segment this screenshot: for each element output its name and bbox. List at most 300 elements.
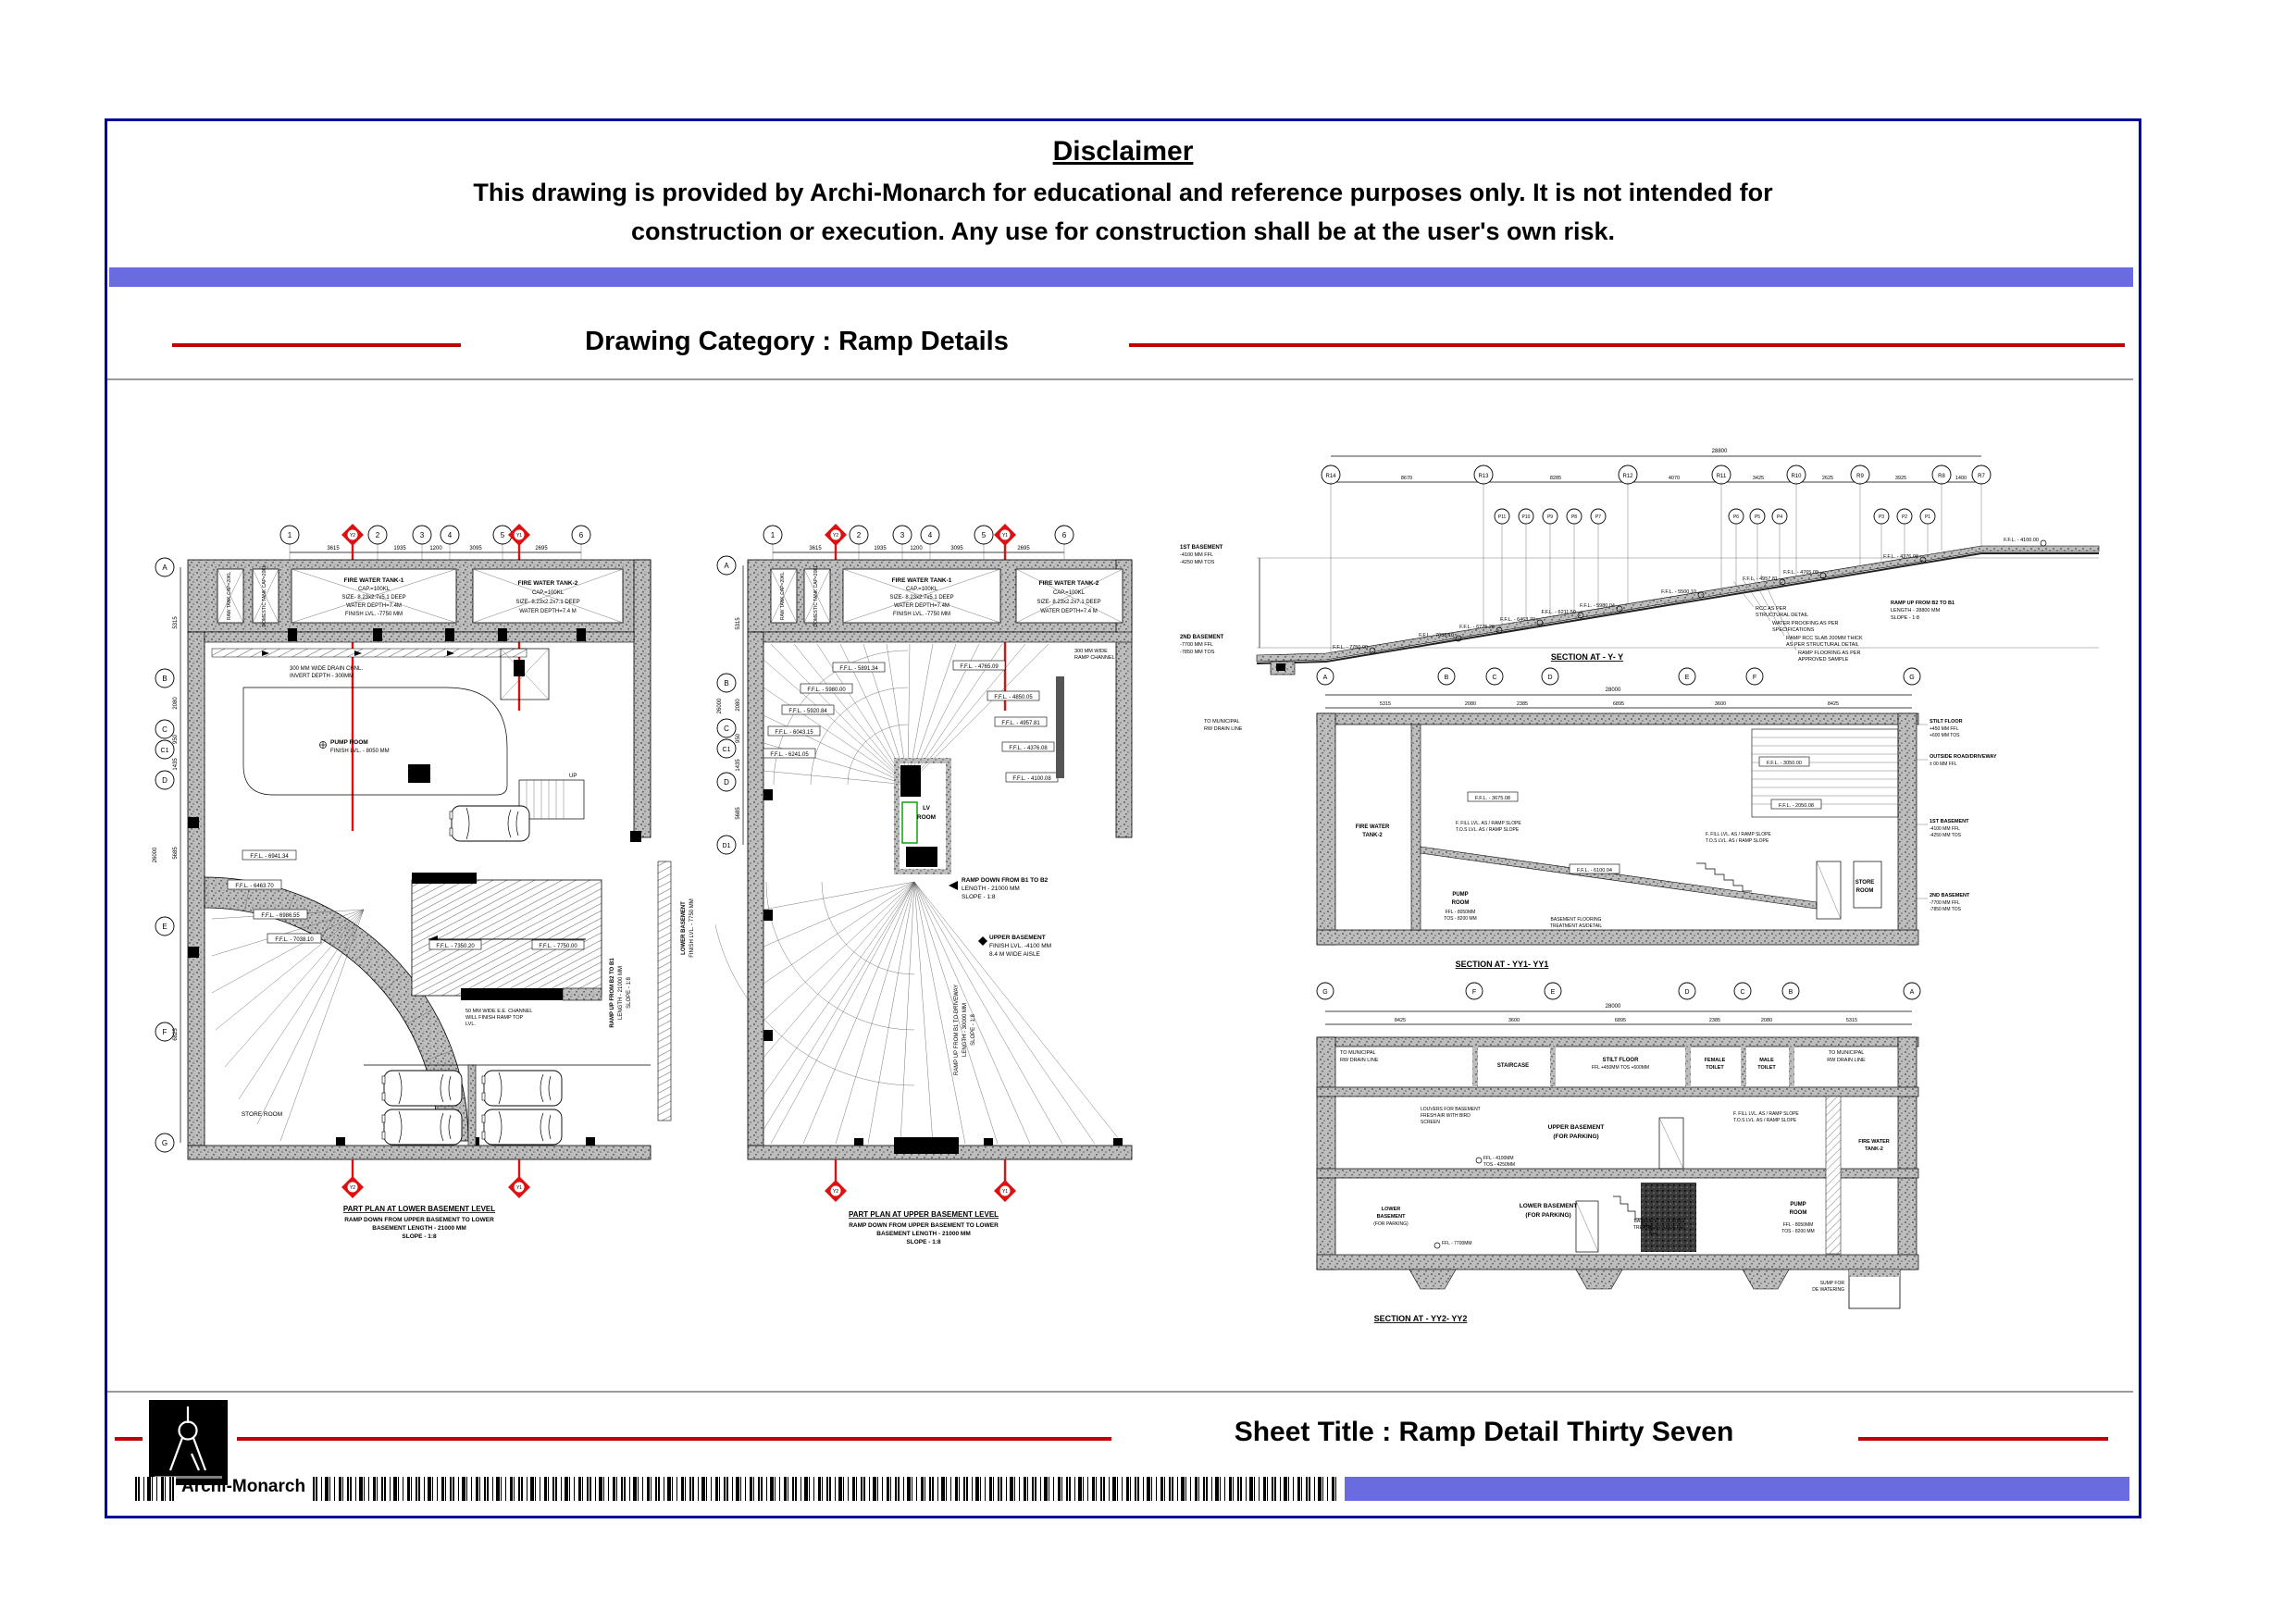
level-label: +600 MM TOS [1930,733,1960,738]
plan-upper-tanks [771,564,1123,626]
section-marker-y1-bottom [508,1159,530,1198]
ffl-label: F.F.L. - 6211.50 [1541,610,1576,615]
note-label: T.O.S LVL. AS / RAMP SLOPE [1456,827,1520,833]
note-label: TO MUNICIPAL [1828,1050,1865,1056]
grid-bubble-label: P6 [1732,514,1740,520]
dimension-label: 5685 [736,807,741,820]
plan-lower-caption [343,1205,495,1240]
plan-upper-left-grid [717,556,743,854]
note-label: F. FILL LVL. AS / RAMP SLOPE [1706,832,1771,837]
grid-bubble-label: P2 [1901,514,1908,520]
section-marker-label: Y1 [1001,533,1009,539]
grid-bubble-label: R14 [1325,474,1336,479]
grid-bubble-label: B [724,679,729,688]
grid-bubble-label: A [1322,675,1328,681]
grid-bubble-label: F [1471,989,1477,996]
dimension-label: 1435 [736,759,741,772]
grid-bubble-label: 6 [578,531,584,539]
level-label: -4100 MM FFL [1930,826,1960,832]
grid-bubble-label: R7 [1978,474,1985,479]
grid-bubble-label: D [1684,989,1690,996]
dimension-label: 5685 [173,847,179,860]
construction-note: STRUCTURAL DETAIL [1756,613,1809,618]
ffl-label: F.F.L. - 7350.20 [436,944,475,949]
tank-label: CAP.=100KL [905,587,938,592]
section-marker-y2-bottom [825,1159,847,1202]
grid-bubble-label: 6 [1061,531,1067,539]
section-marker-y1-bottom [994,1159,1016,1202]
ffl-label: F.F.L. - 6241.05 [770,752,809,758]
dimension-label: 2080 [1760,1018,1773,1023]
dimension-label: 3600 [1508,1018,1520,1023]
ffl-label: F.F.L. - 5920.84 [788,709,827,714]
room-label: FIRE WATER [1355,824,1390,830]
level-label: STILT FLOOR [1930,719,1963,725]
plan-lower-left-grid [153,558,180,1152]
dimension-label: 3615 [809,546,822,551]
tank-label: FIRE WATER TANK-2 [517,580,578,587]
drain-note: INVERT DEPTH - 300MM [290,674,354,679]
tank-label: SIZE- 8.23x2.2x7.1 DEEP [1036,600,1101,605]
level-label: 2ND BASEMENT [1930,893,1970,898]
section-yy-top-grid [1322,449,1991,657]
dimension-label: 1935 [393,546,406,551]
section-marker-label: Y1 [515,1185,523,1191]
ffl-label: F.F.L. - 7038.10 [1419,633,1454,638]
dimension-label: 950 [736,733,741,744]
section-yy-ramp [1257,546,2099,675]
dimension-label: 3615 [327,546,340,551]
ffl-label: F.F.L. - 6986.55 [261,913,300,919]
channel-note: 50 MM WIDE E.E. CHANNEL [465,1009,533,1014]
plan-lower-straight-ramp [412,873,602,1027]
tank-label: FINISH LVL. -7750 MM [345,612,403,617]
note-label: BASEMENT FLOORING [1550,917,1602,923]
dimension-label: 3095 [469,546,482,551]
room-label: FINISH LVL. - 7750 MM [689,898,695,958]
drain-note: 300 MM WIDE DRAIN CHNL. [290,666,364,672]
section-title: SECTION AT - Y- Y [1550,652,1624,662]
ffl-label: F.F.L. - 7750.00 [539,944,577,949]
section-marker-y2-bottom [341,1159,364,1198]
footer-red-line-right [1858,1437,2108,1441]
grid-bubble-label: D [162,776,168,785]
ffl-label: F.F.L. - 6463.70 [1500,617,1535,623]
grid-bubble-label: 1 [770,531,776,539]
room-label: (FOR PARKING) [1525,1212,1571,1219]
room-label: UPPER BASEMENT [989,935,1046,941]
car [482,1071,562,1106]
level-label: OUTSIDE ROAD/DRIVEWAY [1930,754,1997,760]
dimension-label: 26000 [717,698,723,714]
dimension-label: 1935 [874,546,887,551]
grid-bubble-label: C [1740,989,1745,996]
ffl-label: F.F.L. - 4765.09 [960,664,999,670]
section-yy2-structure [1317,1037,1918,1308]
grid-bubble-label: B [1788,989,1793,996]
room-label: UPPER BASEMENT [1547,1124,1605,1131]
grid-bubble-label: A [162,564,168,572]
dimension-label: 1400 [1955,476,1967,481]
grid-bubble-label: 4 [447,531,453,539]
channel-note: LVL. [465,1022,476,1027]
section-title: SECTION AT - YY2- YY2 [1373,1314,1468,1323]
dimension-label: 2080 [173,697,179,710]
plan-upper-lower-fan [715,789,1123,1154]
plan-upper-channel-note [1056,649,1115,778]
plan-upper-caption [849,1210,999,1245]
grid-bubble-label: G [1322,989,1328,996]
level-label: FFL +450MM TOS +600MM [1591,1065,1650,1071]
tank-label: DOMESTIC TANK CAP=20KL [262,564,267,627]
note-label: FRESH AIR WITH BIRD [1421,1113,1471,1119]
room-label: PUMP ROOM [330,739,368,746]
ffl-label: F.F.L. - 7038.10 [275,937,314,943]
section-marker-label: Y2 [349,533,356,539]
ramp-note: LENGTH - 21000 MM [618,965,624,1021]
room-label: DE WATERING [1812,1287,1844,1293]
dimension-label: 3600 [1714,701,1727,707]
channel-note: RAMP CHANNEL [1074,655,1115,661]
disclaimer-line-1: This drawing is provided by Archi-Monarch for educational and reference purposes only. It is not intended for [473,179,1773,206]
ffl-label: F.F.L. - 5980.04 [1580,603,1615,609]
tank-label: WATER DEPTH=7.4 M [519,609,577,614]
ffl-label: TOS - 4250MM [1483,1162,1516,1168]
dimension-label: 28800 [1711,449,1728,454]
room-label: SUMP FOR [1819,1281,1844,1286]
room-label: ROOM [1789,1210,1807,1216]
grid-bubble-label: 3 [419,531,425,539]
room-label: ROOM [1451,900,1470,906]
grid-bubble-label: P1 [1924,514,1931,520]
category-title: Drawing Category : Ramp Details [585,327,1009,356]
footer-blue-bar [1345,1477,2129,1501]
dimension-label: 5315 [1845,1018,1858,1023]
section-yy1-structure [1317,713,1918,945]
tank-label: RAW TANK CAP=20KL [227,571,232,621]
ffl-label: FFL - 4100MM [1483,1156,1514,1161]
ramp-note: SLOPE - 1:8 [1891,615,1919,621]
tank-label: WATER DEPTH=7.4 M [1040,609,1098,614]
construction-note: RAMP RCC SLAB 200MM THICK [1786,636,1863,641]
dimension-label: 6895 [1614,1018,1627,1023]
dimension-label: 8670 [1400,476,1413,481]
room-label: TOILET [1757,1065,1776,1071]
footer-red-dash [115,1437,143,1441]
tank-label: SIZE- 8.23x2.7x5.1 DEEP [889,595,954,601]
section-yy1-top-grid [1317,668,1920,708]
barcode-small-left [135,1477,176,1501]
plan-caption-title: PART PLAN AT LOWER BASEMENT LEVEL [342,1205,496,1213]
dimension-label: 5315 [1379,701,1392,707]
ffl-label: F.F.L. - 5500.10 [1661,589,1696,595]
ffl-label: F.F.L. - 4100.00 [2004,538,2039,543]
grid-bubble-label: 5 [500,531,505,539]
ramp-note: RAMP DOWN FROM B1 TO B2 [962,877,1049,884]
ffl-label: FFL - 7700MM [1442,1241,1472,1246]
section-marker-label: Y1 [515,533,523,539]
dimension-label: 28000 [1605,1004,1621,1010]
construction-note: WATER PROOFING AS PER [1772,621,1839,626]
grid-bubble-label: 2 [856,531,862,539]
plan-lower-tanks [217,564,623,626]
grid-bubble-label: B [162,675,168,683]
note-label: SCREEN [1421,1120,1440,1125]
tank-label: SIZE- 8.23x2.2x7.1 DEEP [515,600,580,605]
tank-label: DOMESTIC TANK CAP=20KL [813,564,819,627]
ramp-note: SLOPE - 1:8 [962,894,996,900]
tank-label: CAP.=100KL [357,587,391,592]
grid-bubble-label: F [1752,675,1757,681]
plan-caption-sub: SLOPE - 1:8 [906,1239,941,1245]
ramp-note: LENGTH - 30000 MM [962,1002,968,1058]
car [382,1109,462,1145]
grid-bubble-label: C [162,725,168,734]
dimension-label: 2080 [1464,701,1477,707]
grid-bubble-label: F [162,1028,168,1036]
section-yy2-top-grid [1317,983,1920,1024]
note-label: RW DRAIN LINE [1204,726,1243,732]
grid-bubble-label: P4 [1776,514,1783,520]
plan-lower-ramp-side-notes [610,861,695,1121]
footer-red-line-left [237,1437,1111,1441]
grid-bubble-label: E [1684,675,1690,681]
grid-bubble-label: G [161,1139,168,1147]
grid-bubble-label: 2 [375,531,380,539]
ffl-label: F.F.L. - 5980.00 [807,688,846,693]
ffl-label: F.F.L. - 2050.08 [1779,803,1814,809]
note-label: TO MUNICIPAL [1340,1050,1376,1056]
grid-bubble-label: C [724,725,729,733]
grid-bubble-label: 4 [927,531,933,539]
ffl-label: F.F.L. - 4850.05 [994,695,1033,700]
note-label: LOUVERS FOR BASEMENT [1421,1107,1481,1112]
dimension-label: 2625 [1821,476,1834,481]
level-label: 1ST BASEMENT [1930,819,1969,824]
ramp-note: SLOPE - 1:8 [971,1014,976,1046]
construction-note: APPROVED SAMPLE [1798,657,1849,663]
car [382,1071,462,1106]
dimension-label: 6895 [1612,701,1625,707]
grid-bubble-label: R13 [1478,474,1489,479]
level-label: TOS - 8200 MM [1781,1229,1815,1234]
note-label: TREATMENT AS/DETAIL [1632,1225,1686,1231]
dimension-label: 5315 [736,617,741,630]
ffl-label: F.F.L. - 4765.09 [1783,570,1818,576]
ffl-label: F.F.L. - 6463.70 [235,884,274,889]
ffl-label: F.F.L. - 6775.20 [1459,625,1495,630]
plan-lower-elevator-stairs [501,649,584,819]
tank-label: SIZE- 8.23x2.7x5.1 DEEP [341,595,406,601]
note-label: TO MUNICIPAL [1204,719,1240,725]
room-label: LOWER BASEMENT [1519,1203,1578,1209]
construction-note: RAMP FLOORING AS PER [1798,650,1861,656]
dimension-label: 6825 [173,1028,179,1041]
grid-bubble-label: P7 [1595,514,1602,520]
ramp-note: RAMP UP FROM B1 TO DRIVEWAY [954,984,960,1076]
grid-bubble-label: D [1547,675,1553,681]
note-label: T.O.S LVL. AS / RAMP SLOPE [1733,1118,1797,1123]
grid-bubble-label: G [1909,675,1915,681]
section-yy1-right-levels [1917,719,1997,912]
note-label: TREATMENT AS/DETAIL [1549,923,1603,929]
grid-bubble-label: R12 [1622,474,1633,479]
grid-bubble-label: D1 [722,843,731,849]
grid-bubble-label: P10 [1521,514,1531,520]
level-label: FFL - 8050MM [1445,910,1476,915]
sheet-title: Sheet Title : Ramp Detail Thirty Seven [1234,1417,1734,1447]
grid-bubble-label: 3 [900,531,905,539]
level-label: TOS - 8200 MM [1444,916,1477,922]
level-label: -4250 MM TOS [1930,833,1961,838]
dimension-label: 28000 [1605,688,1621,693]
note-label: F. FILL LVL. AS / RAMP SLOPE [1733,1111,1799,1117]
dimension-label: 3095 [950,546,963,551]
ffl-label: F.F.L. - 6941.34 [250,854,289,860]
level-label: +450 MM FFL [1930,726,1959,732]
brand-logo [149,1400,228,1485]
level-label: FFL - 8050MM [1782,1222,1814,1228]
category-red-line-right [1129,343,2125,347]
plan-caption-sub: RAMP DOWN FROM UPPER BASEMENT TO LOWER [344,1217,494,1223]
plan-caption-sub: BASEMENT LENGTH - 21000 MM [876,1231,971,1237]
room-label: STILT FLOOR [1602,1058,1639,1063]
level-label: -4100 MM FFL [1180,552,1214,558]
level-label: -7850 MM TOS [1180,650,1215,655]
ramp-note: LENGTH - 28800 MM [1891,608,1941,613]
ffl-label: F.F.L. - 7750.00 [1333,645,1368,650]
room-label: STAIRCASE [1496,1063,1530,1069]
grid-bubble-label: R8 [1938,474,1945,479]
grid-bubble-label: C1 [160,748,169,754]
up-label: UP [569,774,577,779]
ffl-label: F.F.L. - 4100.08 [1012,776,1051,782]
ffl-label: F.F.L. - 5891.34 [839,666,878,672]
room-label: STORE ROOM [241,1111,283,1118]
dimension-label: 3925 [1894,476,1907,481]
level-label: 2ND BASEMENT [1180,635,1224,640]
grid-bubble-label: R10 [1791,474,1802,479]
plan-upper-ramp-down-note [949,877,1049,900]
room-label: LV [923,805,930,812]
note-label: T.O.S LVL. AS / RAMP SLOPE [1706,838,1769,844]
ramp-note: RAMP UP FROM B2 TO B1 [1891,601,1955,606]
dimension-label: 2080 [736,699,741,712]
car [482,1109,562,1145]
room-label: MALE [1759,1058,1774,1063]
category-red-line-left [172,343,461,347]
construction-note: RCC AS PER [1756,606,1787,612]
dimension-label: 2385 [1708,1018,1721,1023]
tank-label: FIRE WATER TANK-1 [891,577,952,584]
channel-note: 300 MM WIDE [1074,649,1108,654]
level-label: -7700 MM FFL [1930,900,1960,906]
brand-name: Archi-Monarch [181,1477,306,1496]
level-label: ± 00 MM FFL [1930,762,1957,767]
room-label: TOILET [1706,1065,1724,1071]
ramp-note: RAMP UP FROM B2 TO B1 [610,958,615,1028]
sections-drawing [1178,428,2141,1354]
level-label: -7850 MM TOS [1930,907,1961,912]
room-label: BASEMENT [1376,1214,1406,1220]
compass-icon [149,1400,228,1485]
ramp-note: LENGTH - 21000 MM [962,886,1020,892]
section-title: SECTION AT - YY1- YY1 [1455,960,1549,969]
room-label: PUMP [1790,1202,1806,1208]
tank-label: FIRE WATER TANK-1 [343,577,404,584]
grid-bubble-label: 1 [287,531,292,539]
dimension-label: 8425 [1394,1018,1407,1023]
ffl-label: F.F.L. - 4376.08 [1883,554,1918,560]
tank-label: CAP.=100KL [1052,590,1086,596]
dimension-label: 1200 [429,546,442,551]
grid-bubble-label: P5 [1754,514,1761,520]
ffl-label: F.F.L. - 4957.81 [1743,576,1778,582]
tank-label: FIRE WATER TANK-2 [1038,580,1099,587]
section-marker-label: Y2 [832,533,839,539]
plan-caption-sub: RAMP DOWN FROM UPPER BASEMENT TO LOWER [849,1222,999,1229]
car [450,806,529,841]
ramp-note: SLOPE - 1:8 [627,977,632,1009]
header-separator-line [107,378,2133,380]
grid-bubble-label: B [1444,675,1449,681]
ffl-label: F.F.L. - 4376.08 [1009,746,1048,751]
grid-bubble-label: E [162,923,168,931]
room-label: ROOM [1855,888,1874,894]
footer-separator-line [107,1391,2133,1393]
room-label: STORE [1855,880,1875,886]
dimension-label: 1200 [910,546,923,551]
room-label: FIRE WATER [1858,1139,1890,1145]
plan-lower-pump-room [243,688,507,795]
barcode-strip [313,1477,1340,1501]
construction-note: AS PER STRUCTURAL DETAIL [1786,642,1859,648]
plan-lower-drain-channel [212,649,527,679]
room-label: FINISH LVL. -4100 MM [989,943,1052,949]
grid-bubble-label: C [1492,675,1497,681]
channel-note: WILL FINISH RAMP TOP [465,1015,524,1021]
room-label: (FOR PARKING) [1553,1134,1599,1140]
section-yy-levels [1180,545,2099,655]
tank-label: RAW TANK CAP=20KL [780,571,786,621]
ffl-label: F.F.L. - 3675.08 [1475,796,1510,801]
plan-caption-title: PART PLAN AT UPPER BASEMENT LEVEL [848,1210,999,1219]
level-label: 1ST BASEMENT [1180,545,1223,551]
grid-bubble-label: 5 [981,531,987,539]
room-label: LOWER BASEMENT [681,901,687,955]
grid-bubble-label: R9 [1856,474,1864,479]
plan-caption-sub: SLOPE - 1:8 [402,1233,437,1240]
tank-label: WATER DEPTH=7.4M [346,603,402,609]
plan-caption-sub: BASEMENT LENGTH - 21000 MM [372,1225,466,1232]
dimension-label: 26000 [153,847,158,863]
section-marker-label: Y2 [349,1185,356,1191]
room-label: FEMALE [1704,1058,1726,1063]
grid-bubble-label: A [724,562,729,570]
ffl-label: F.F.L. - 3050.00 [1767,761,1802,766]
room-label: (FOR PARKING) [1373,1221,1409,1227]
tank-label: FINISH LVL. -7750 MM [893,612,950,617]
construction-note: SPECIFICATIONS [1772,627,1815,633]
plan-upper-lv-room [894,758,951,874]
dimension-label: 3425 [1752,476,1765,481]
tank-label: CAP.=100KL [531,590,565,596]
level-label: -7700 MM FFL [1180,642,1214,648]
dimension-label: 8425 [1827,701,1840,707]
dimension-label: 2695 [535,546,548,551]
ffl-label: F.F.L. - 4957.81 [1001,721,1040,726]
grid-bubble-label: P8 [1570,514,1578,520]
